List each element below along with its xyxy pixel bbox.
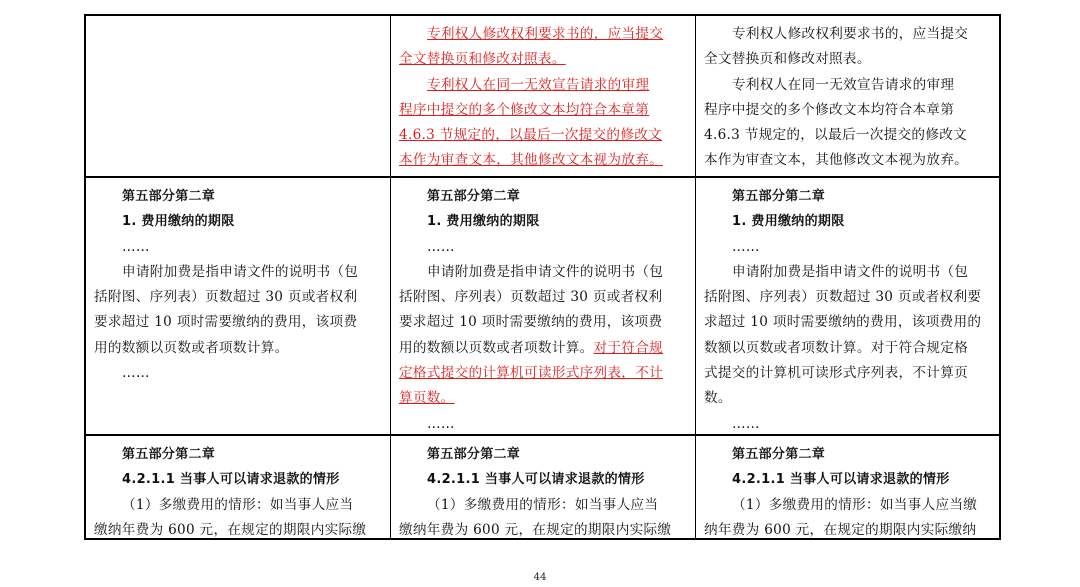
subsection-heading: 4.2.1.1 当事人可以请求退款的情形 [427, 472, 645, 488]
table-cell-original [86, 436, 391, 540]
section-heading: 第五部分第二章 [122, 447, 216, 462]
text-line: 本作为审查文本，其他修改文本视为放弃。 [704, 152, 968, 169]
text-line: 数额以页数或者项数计算。对于符合规定格 [704, 339, 968, 356]
text-line: 本作为审查文本，其他修改文本视为放弃。 [399, 152, 663, 169]
text-line: 全文替换页和修改对照表。 [399, 51, 566, 68]
page-number: 44 [533, 572, 547, 583]
text-line: 专利权人修改权利要求书的，应当提交 [427, 26, 664, 42]
text-line: 申请附加费是指申请文件的说明书（包 [427, 263, 664, 280]
table-cell-revised-marked [391, 436, 696, 540]
text-line: 括附图、序列表）页数超过 30 页或者权利要 [704, 289, 982, 306]
table-row [86, 16, 999, 178]
text-line: 全文替换页和修改对照表。 [704, 51, 871, 68]
ellipsis: …… [122, 238, 150, 255]
table-cell-revised-clean [696, 178, 999, 434]
text-line: 程序中提交的多个修改文本均符合本章第 [704, 101, 955, 118]
text-line: 专利权人在同一无效宣告请求的审理 [732, 76, 955, 93]
table-cell-revised-clean [696, 16, 999, 176]
text-line: 4.6.3 节规定的，以最后一次提交的修改文 [399, 127, 663, 144]
table-cell-revised-marked [391, 178, 696, 434]
ellipsis: …… [427, 415, 455, 432]
table-row [86, 436, 999, 540]
section-heading: 第五部分第二章 [427, 447, 521, 462]
text-line: 求超过 10 项时需要缴纳的费用，该项费用的 [704, 314, 982, 331]
text-line: 专利权人在同一无效宣告请求的审理 [427, 76, 650, 93]
text-line: 缴纳年费为 600 元，在规定的期限内实际缴 [399, 521, 672, 538]
table-cell-revised-clean [696, 436, 999, 540]
subsection-heading: 1. 费用缴纳的期限 [122, 214, 235, 230]
text-line: 括附图、序列表）页数超过 30 页或者权利 [94, 289, 358, 306]
ellipsis: …… [122, 365, 150, 382]
text-line: （1）多缴费用的情形：如当事人应当缴 [732, 496, 978, 513]
comparison-table [84, 14, 1001, 540]
subsection-heading: 4.2.1.1 当事人可以请求退款的情形 [732, 472, 950, 488]
section-heading: 第五部分第二章 [427, 189, 521, 204]
section-heading: 第五部分第二章 [732, 189, 826, 204]
table-cell-original [86, 16, 391, 176]
text-segment: 用的数额以页数或者项数计算。 [399, 339, 594, 356]
subsection-heading: 1. 费用缴纳的期限 [732, 214, 845, 230]
text-line: 式提交的计算机可读形式序列表，不计算页 [704, 365, 968, 382]
text-line: 数。 [704, 390, 732, 407]
text-line: 申请附加费是指申请文件的说明书（包 [732, 263, 969, 280]
text-line: 括附图、序列表）页数超过 30 页或者权利 [399, 289, 663, 306]
text-line: 专利权人修改权利要求书的，应当提交 [732, 26, 969, 42]
text-line: 4.6.3 节规定的，以最后一次提交的修改文 [704, 127, 968, 144]
section-heading: 第五部分第二章 [732, 447, 826, 462]
section-heading: 第五部分第二章 [122, 189, 216, 204]
ellipsis: …… [427, 238, 455, 255]
text-line: 缴纳年费为 600 元，在规定的期限内实际缴 [94, 521, 367, 538]
text-line: （1）多缴费用的情形：如当事人应当 [122, 496, 354, 513]
inserted-text: 算页数。 [399, 390, 455, 407]
inserted-text: 定格式提交的计算机可读形式序列表，不计 [399, 365, 663, 382]
table-cell-revised-marked [391, 16, 696, 176]
text-line: （1）多缴费用的情形：如当事人应当 [427, 496, 659, 513]
table-row [86, 178, 999, 436]
text-line: 纳年费为 600 元，在规定的期限内实际缴纳 [704, 521, 977, 538]
text-line: 用的数额以页数或者项数计算。 [94, 339, 289, 356]
subsection-heading: 1. 费用缴纳的期限 [427, 214, 540, 230]
text-line: 程序中提交的多个修改文本均符合本章第 [399, 101, 650, 118]
text-line: 要求超过 10 项时需要缴纳的费用，该项费 [94, 314, 358, 331]
subsection-heading: 4.2.1.1 当事人可以请求退款的情形 [122, 472, 340, 488]
ellipsis: …… [732, 238, 760, 255]
text-line: 要求超过 10 项时需要缴纳的费用，该项费 [399, 314, 663, 331]
ellipsis: …… [732, 415, 760, 432]
table-cell-original [86, 178, 391, 434]
inserted-text: 对于符合规 [593, 339, 663, 356]
text-line [399, 336, 687, 361]
text-line: 申请附加费是指申请文件的说明书（包 [122, 263, 359, 280]
